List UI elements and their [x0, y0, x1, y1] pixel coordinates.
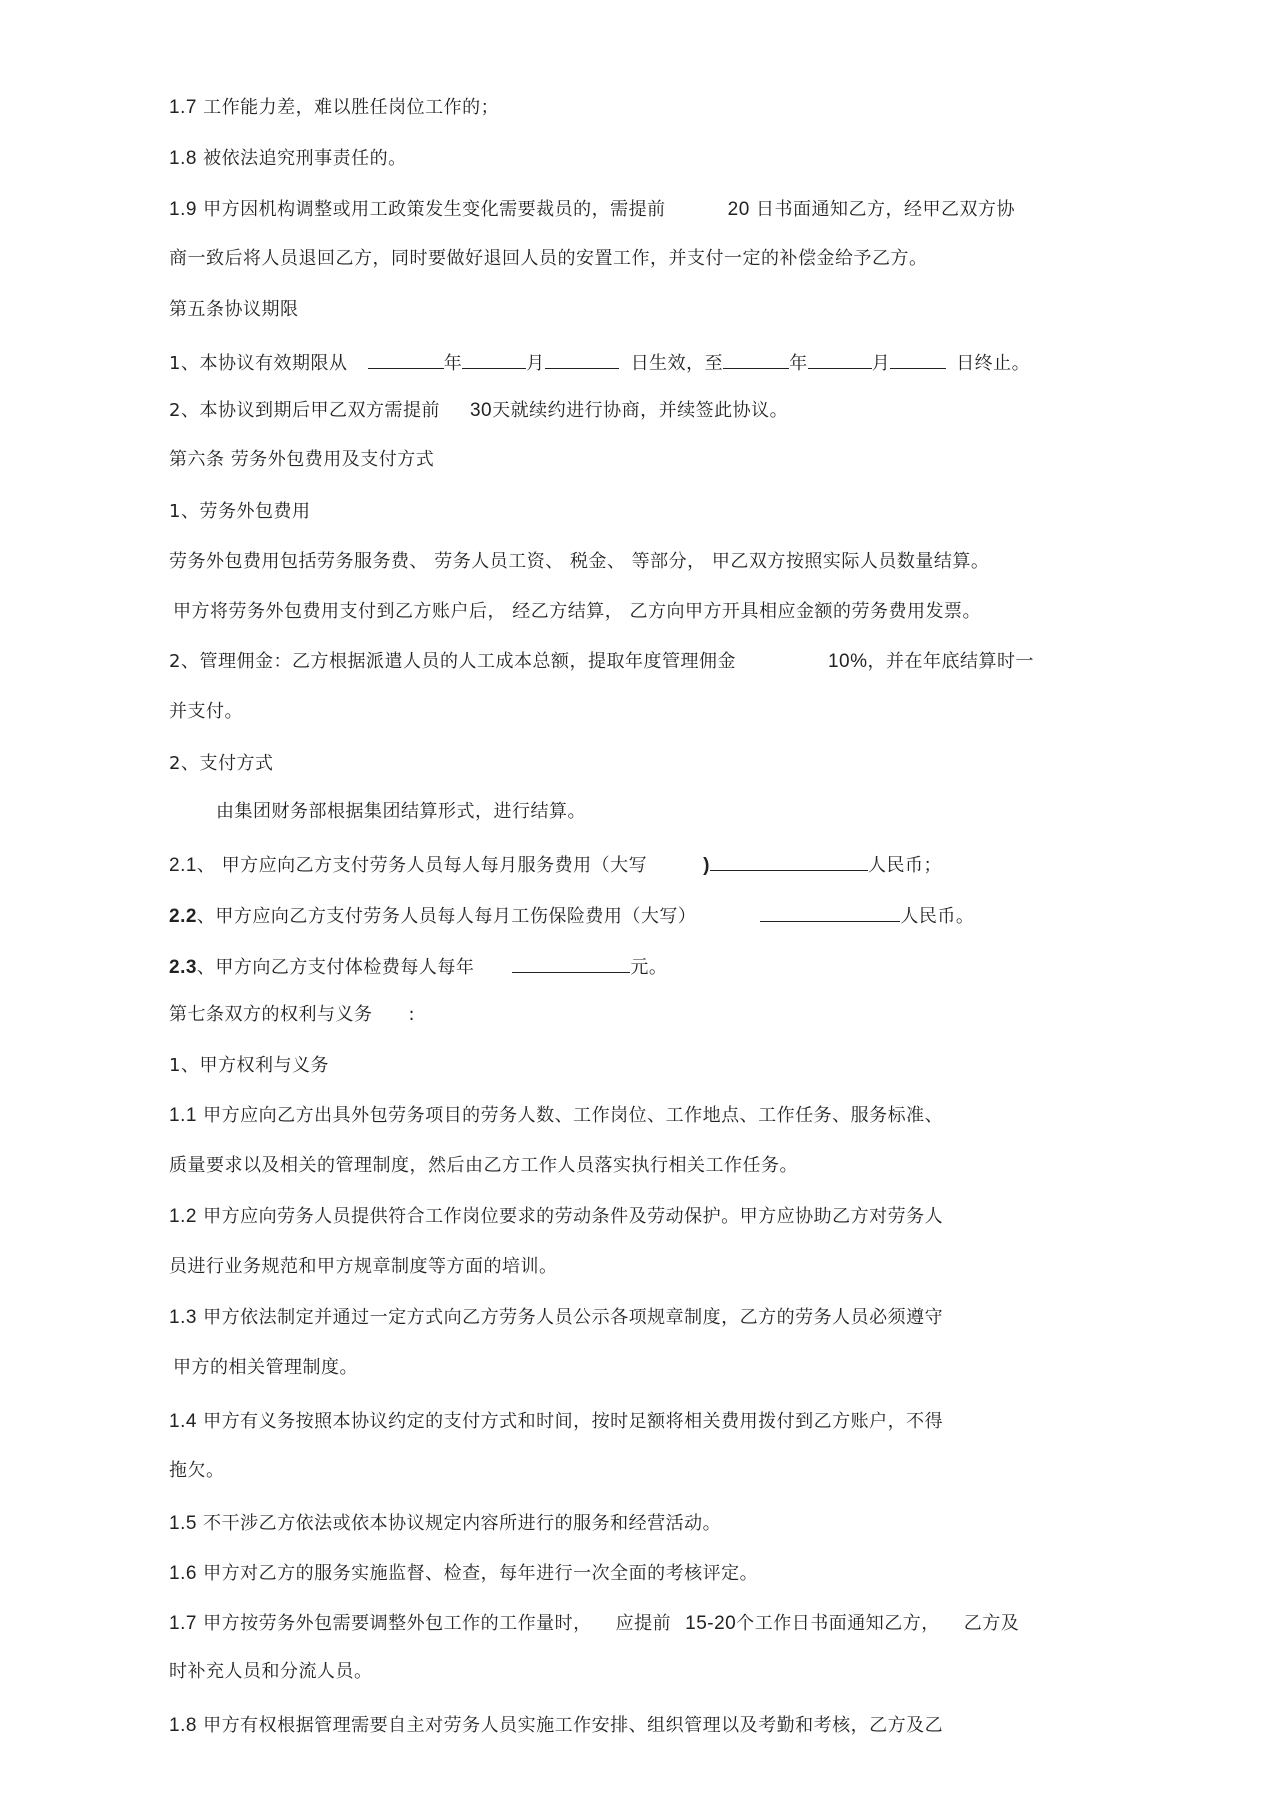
currency-label: 人民币。: [900, 906, 975, 927]
clause-text-end: 乙方及: [963, 1613, 1020, 1634]
clause-text: 甲方应向乙方出具外包劳务项目的劳务人数、工作岗位、工作地点、工作任务、服务标准、: [196, 1105, 944, 1126]
sub-heading: [169, 1054, 329, 1078]
paragraph-text: 劳务外包费用包括劳务服务费、 劳务人员工资、 税金、 等部分， 甲乙双方按照实际人员数量结算。: [169, 551, 990, 572]
fee-text-cont: ，并在年底结算时一: [867, 651, 1034, 672]
clause-1-6: [169, 1562, 758, 1586]
subsection-title: 1、甲方权利与义务: [169, 1055, 329, 1076]
end-year-blank[interactable]: [723, 350, 789, 369]
clause-text: 甲方依法制定并通过一定方式向乙方劳务人员公示各项规章制度，乙方的劳务人员必须遵守: [196, 1307, 944, 1328]
paragraph-text: 甲方将劳务外包费用支付到乙方账户后， 经乙方结算， 乙方向甲方开具相应金额的劳务费用发票。: [173, 601, 981, 622]
clause-1-2: [169, 1205, 943, 1229]
clause-text-cont: 个工作日书面通知乙方，: [736, 1613, 940, 1634]
clause-text: 甲方对乙方的服务实施监督、检查，每年进行一次全面的考核评定。: [196, 1563, 759, 1584]
paragraph-line: [216, 800, 586, 824]
paragraph-text: 员进行业务规范和甲方规章制度等方面的培训。: [169, 1256, 558, 1277]
sub-heading: [169, 752, 273, 776]
clause-number: 1.3: [169, 1307, 197, 1328]
paragraph-text: 并支付。: [169, 701, 243, 722]
start-year-blank[interactable]: [368, 350, 444, 369]
clause-1-1: [169, 1104, 943, 1128]
clause-text: 、甲方应向乙方支付劳务人员每人每月工伤保险费用（大写）: [196, 906, 697, 927]
paragraph-text: 质量要求以及相关的管理制度，然后由乙方工作人员落实执行相关工作任务。: [169, 1155, 798, 1176]
clause-text: 、 甲方应向乙方支付劳务人员每人每月服务费用（大写: [196, 855, 648, 876]
terminate-label: 日终止。: [956, 353, 1031, 374]
clause-text: 工作能力差，难以胜任岗位工作的；: [196, 97, 500, 118]
paragraph-line: [169, 550, 989, 574]
effective-label: 日生效，至: [630, 353, 724, 374]
month-label: 月: [871, 353, 891, 374]
renewal-text-cont: 天就续约进行协商，并续签此协议。: [492, 400, 789, 421]
clause-1-8-management: [169, 1714, 943, 1738]
clause-number: 1.7: [169, 1613, 197, 1634]
clause-1-9: [169, 198, 1015, 222]
section-heading-5: [169, 298, 299, 322]
paragraph-line: [169, 247, 928, 271]
clause-text: 不干涉乙方依法或依本协议规定内容所进行的服务和经营活动。: [196, 1513, 722, 1534]
service-fee-blank[interactable]: [710, 852, 868, 871]
clause-number: 1.5: [169, 1513, 197, 1534]
checkup-fee-blank[interactable]: [512, 954, 630, 973]
section-heading-6: [169, 448, 434, 472]
paragraph-text: 甲方的相关管理制度。: [173, 1357, 358, 1378]
clause-number: 2.3: [169, 957, 197, 978]
paragraph-line: [169, 1459, 225, 1483]
paragraph-line: [173, 1356, 358, 1380]
clause-text: 甲方按劳务外包需要调整外包工作的工作量时，: [196, 1613, 592, 1634]
clause-number: 1.8: [169, 148, 197, 169]
agreement-term-line: [169, 350, 1030, 376]
paragraph-text: 商一致后将人员退回乙方，同时要做好退回人员的安置工作，并支付一定的补偿金给予乙方。: [169, 248, 928, 269]
paragraph-line: [169, 1255, 558, 1279]
term-text: 1、本协议有效期限从: [169, 353, 348, 374]
clause-number: 1.7: [169, 97, 197, 118]
clause-1-7: [169, 96, 499, 120]
clause-text: 甲方因机构调整或用工政策发生变化需要裁员的，需提前: [196, 199, 666, 220]
clause-1-8: [169, 147, 407, 171]
paragraph-text: 由集团财务部根据集团结算形式，进行结算。: [216, 801, 586, 822]
end-month-blank[interactable]: [808, 350, 872, 369]
paragraph-line: [169, 1154, 798, 1178]
clause-text-cont: 日书面通知乙方，经甲乙双方协: [749, 199, 1016, 220]
fee-text: 2、管理佣金：乙方根据派遣人员的人工成本总额，提取年度管理佣金: [169, 651, 736, 672]
unit-label: 元。: [630, 957, 668, 978]
paragraph-text: 时补充人员和分流人员。: [169, 1661, 373, 1682]
start-day-blank[interactable]: [545, 350, 619, 369]
section-title: 第六条 劳务外包费用及支付方式: [169, 449, 435, 470]
management-fee-line: [169, 650, 1034, 674]
clause-number: 1.8: [169, 1715, 197, 1736]
start-month-blank[interactable]: [462, 350, 526, 369]
clause-text: 甲方有权根据管理需要自主对劳务人员实施工作安排、组织管理以及考勤和考核，乙方及乙: [196, 1715, 944, 1736]
paragraph-line: [169, 1660, 373, 1684]
clause-2-2: [169, 903, 974, 929]
clause-text: 、甲方向乙方支付体检费每人每年: [196, 957, 475, 978]
notice-workdays: 15-20: [685, 1613, 737, 1634]
clause-number: 1.4: [169, 1411, 197, 1432]
colon: :: [408, 1004, 416, 1025]
notice-days: 20: [727, 199, 750, 220]
clause-number: 1.1: [169, 1105, 197, 1126]
currency-label: 人民币；: [867, 855, 942, 876]
paragraph-line: [169, 700, 243, 724]
paragraph-line: [173, 600, 981, 624]
clause-number: 1.2: [169, 1206, 197, 1227]
sub-heading: [169, 500, 310, 524]
section-title: 第五条协议期限: [169, 299, 299, 320]
fee-percentage: 10%: [827, 651, 868, 672]
clause-text: 被依法追究刑事责任的。: [196, 148, 407, 169]
clause-text: 甲方应向劳务人员提供符合工作岗位要求的劳动条件及劳动保护。甲方应协助乙方对劳务人: [196, 1206, 944, 1227]
section-heading-7: [169, 1003, 415, 1027]
year-label: 年: [789, 353, 808, 374]
paragraph-text: 拖欠。: [169, 1460, 225, 1481]
month-label: 月: [526, 353, 545, 374]
renewal-line: [169, 399, 788, 423]
clause-1-4: [169, 1410, 943, 1434]
clause-2-3: [169, 954, 667, 980]
year-label: 年: [443, 353, 463, 374]
renewal-text: 2、本协议到期后甲乙双方需提前: [169, 400, 440, 421]
section-title: 第七条双方的权利与义务: [169, 1004, 373, 1025]
clause-2-1: [169, 852, 942, 878]
subsection-title: 1、劳务外包费用: [169, 501, 311, 522]
end-day-blank[interactable]: [890, 350, 946, 369]
subsection-title: 2、支付方式: [169, 753, 274, 774]
clause-1-5: [169, 1512, 721, 1536]
clause-number: 2.2: [169, 906, 197, 927]
clause-number: 2.1: [169, 855, 197, 876]
paren-close: ): [703, 855, 710, 876]
clause-number: 1.9: [169, 199, 197, 220]
advance-label: 应提前: [615, 1613, 672, 1634]
clause-1-7-workload: [169, 1612, 1019, 1636]
injury-insurance-blank[interactable]: [760, 903, 900, 922]
clause-1-3: [169, 1306, 943, 1330]
renewal-days: 30: [469, 400, 493, 421]
clause-text: 甲方有义务按照本协议约定的支付方式和时间，按时足额将相关费用拨付到乙方账户，不得: [196, 1411, 944, 1432]
clause-number: 1.6: [169, 1563, 197, 1584]
